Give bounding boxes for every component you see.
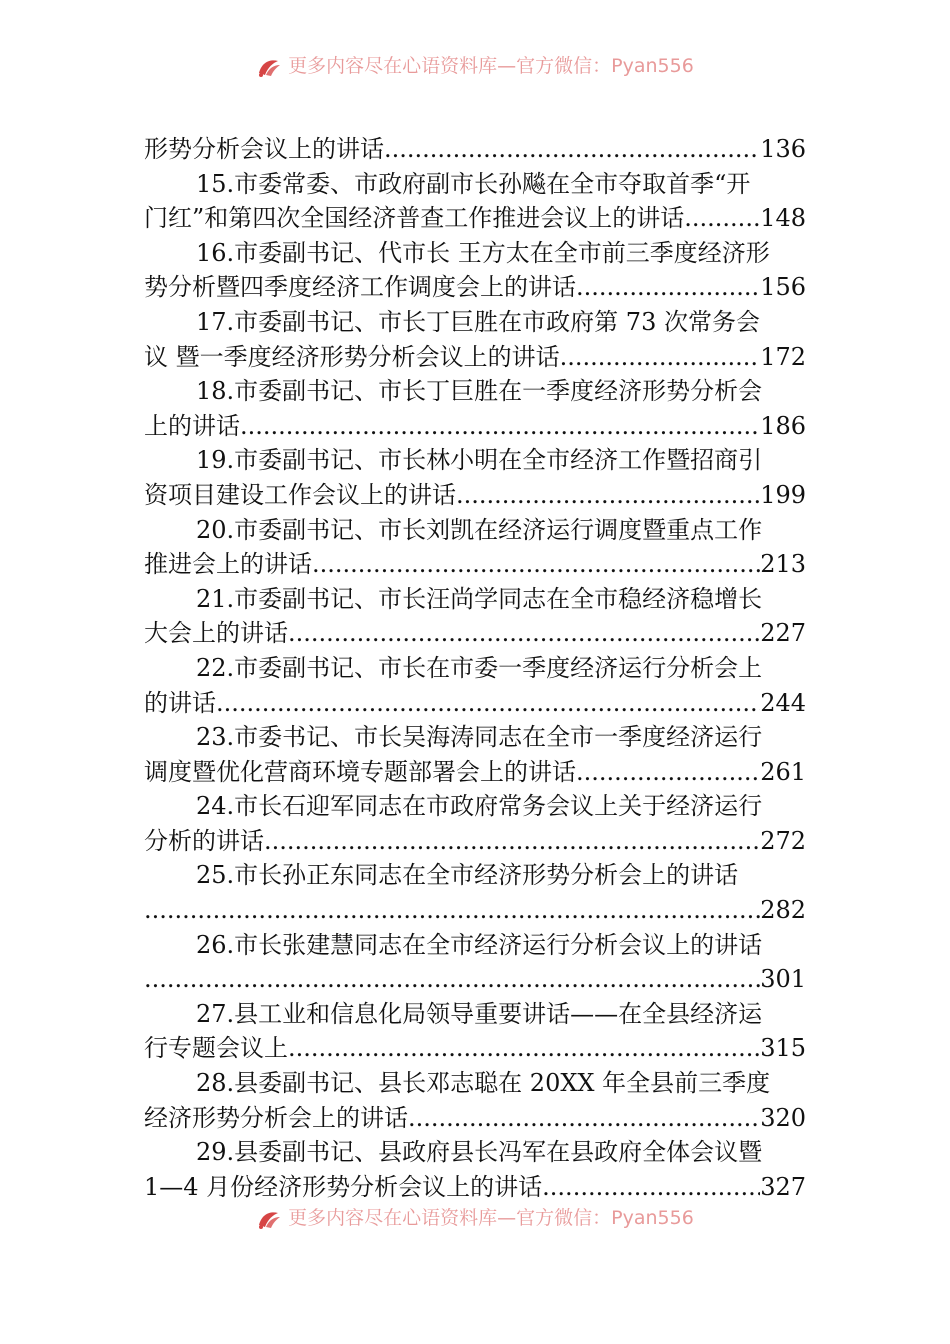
toc-entry[interactable]: [144, 305, 806, 374]
toc-entry-title: 推进会上的讲话: [144, 550, 312, 579]
dot-leader: [542, 1170, 760, 1205]
toc-entry[interactable]: [144, 651, 806, 720]
toc-entry-line: [144, 824, 806, 859]
toc-page-number: 156: [760, 273, 806, 302]
toc-entry-title: 势分析暨四季度经济工作调度会上的讲话: [144, 273, 576, 302]
toc-entry[interactable]: [144, 132, 806, 167]
dot-leader: [216, 686, 760, 721]
toc-entry[interactable]: [144, 582, 806, 651]
toc-entry[interactable]: [144, 720, 806, 789]
toc-entry-line: [144, 1066, 806, 1101]
toc-entry[interactable]: [144, 789, 806, 858]
toc-entry-line: [144, 270, 806, 305]
toc-entry-title: 门红”和第四次全国经济普查工作推进会议上的讲话: [144, 204, 685, 233]
dot-leader: [384, 132, 760, 167]
toc-entry-line: [144, 443, 806, 478]
dot-leader: [240, 409, 760, 444]
toc-entry-line: [144, 132, 806, 167]
toc-entry-title: 经济形势分析会上的讲话: [144, 1103, 408, 1132]
dot-leader: [576, 755, 760, 790]
toc-entry-title: 议 暨一季度经济形势分析会议上的讲话: [144, 342, 560, 371]
toc-entry-title: 调度暨优化营商环境专题部署会上的讲话: [144, 757, 576, 786]
toc-entry[interactable]: [144, 443, 806, 512]
toc-entry[interactable]: [144, 858, 806, 927]
toc-entry-line: [144, 201, 806, 236]
toc-entry[interactable]: [144, 167, 806, 236]
watermark-text: 更多内容尽在心语资料库—官方微信：Pyan556: [288, 54, 694, 77]
logo-icon: [256, 1208, 282, 1230]
dot-leader: [144, 962, 760, 997]
toc-page-number: 320: [760, 1103, 806, 1132]
toc-entry-line: [144, 858, 806, 893]
toc-entry-title: 18.市委副书记、市长丁巨胜在一季度经济形势分析会: [196, 377, 763, 406]
logo-icon: [256, 56, 282, 78]
toc-entry[interactable]: [144, 997, 806, 1066]
toc-entry-line: [144, 686, 806, 721]
toc-page-number: 172: [760, 342, 806, 371]
toc-page-number: 327: [760, 1172, 806, 1201]
toc-entry-title: 25.市长孙正东同志在全市经济形势分析会上的讲话: [196, 861, 739, 890]
toc-page-number: 315: [760, 1034, 806, 1063]
toc-entry-line: [144, 1170, 806, 1205]
toc-entry-line: [144, 374, 806, 409]
toc-page-number: 227: [760, 619, 806, 648]
dot-leader: [312, 547, 760, 582]
dot-leader: [560, 340, 761, 375]
toc-entry-title: 24.市长石迎军同志在市政府常务会议上关于经济运行: [196, 792, 763, 821]
toc-entry-line: [144, 997, 806, 1032]
toc-entry[interactable]: [144, 236, 806, 305]
toc-entry-line: [144, 893, 806, 928]
toc-page-number: 272: [760, 826, 806, 855]
toc-entry-title: 形势分析会议上的讲话: [144, 135, 384, 163]
toc-entry[interactable]: [144, 374, 806, 443]
toc-entry-title: 27.县工业和信息化局领导重要讲话——在全县经济运: [196, 999, 763, 1028]
dot-leader: [576, 270, 760, 305]
toc-page-number: 199: [760, 480, 806, 509]
toc-entry-line: [144, 340, 806, 375]
toc-entry-title: 28.县委副书记、县长邓志聪在 20XX 年全县前三季度: [196, 1069, 771, 1098]
toc-entry-title: 29.县委副书记、县政府县长冯军在县政府全体会议暨: [196, 1138, 763, 1167]
toc-entry-line: [144, 928, 806, 963]
toc-entry-title: 23.市委书记、市长吴海涛同志在全市一季度经济运行: [196, 723, 763, 752]
toc-page-number: 213: [760, 550, 806, 579]
toc-entry-title: 22.市委副书记、市长在市委一季度经济运行分析会上: [196, 653, 763, 682]
toc-page-number: 186: [760, 411, 806, 440]
watermark-header: [0, 54, 950, 86]
toc-entry-title: 19.市委副书记、市长林小明在全市经济工作暨招商引: [196, 446, 763, 475]
toc-entry-line: [144, 1135, 806, 1170]
toc-entry-title: 行专题会议上: [144, 1034, 288, 1063]
toc-entry-line: [144, 513, 806, 548]
toc-entry-title: 上的讲话: [144, 411, 240, 440]
toc-page-number: 261: [760, 757, 806, 786]
toc-entry-line: [144, 616, 806, 651]
dot-leader: [288, 616, 760, 651]
toc-page-number: 148: [760, 204, 806, 233]
toc-entry-line: [144, 1031, 806, 1066]
toc-entry-line: [144, 651, 806, 686]
toc-entry-title: 20.市委副书记、市长刘凯在经济运行调度暨重点工作: [196, 515, 763, 544]
dot-leader: [456, 478, 760, 513]
toc-entry-title: 16.市委副书记、代市长 王方太在全市前三季度经济形: [196, 238, 770, 267]
toc-entry-line: [144, 409, 806, 444]
toc-entry-line: [144, 305, 806, 340]
toc-entry-title: 1—4 月份经济形势分析会议上的讲话: [144, 1172, 543, 1201]
toc-page-number: 282: [760, 896, 806, 925]
toc-entry-line: [144, 755, 806, 790]
toc-entry-line: [144, 547, 806, 582]
toc-entry-line: [144, 720, 806, 755]
toc-entry-title: 资项目建设工作会议上的讲话: [144, 480, 456, 509]
toc-entry-title: 分析的讲话: [144, 826, 264, 855]
watermark-text: 更多内容尽在心语资料库—官方微信：Pyan556: [288, 1206, 694, 1229]
dot-leader: [684, 201, 760, 236]
toc-entry[interactable]: [144, 513, 806, 582]
toc-entry[interactable]: [144, 928, 806, 997]
table-of-contents: [144, 132, 806, 1204]
dot-leader: [264, 824, 760, 859]
toc-entry[interactable]: [144, 1135, 806, 1204]
toc-entry-line: [144, 962, 806, 997]
toc-page-number: 136: [760, 135, 806, 163]
toc-entry-line: [144, 478, 806, 513]
dot-leader: [144, 893, 760, 928]
toc-entry-title: 的讲话: [144, 688, 216, 717]
toc-page-number: 244: [760, 688, 806, 717]
toc-entry-line: [144, 167, 806, 202]
toc-entry-title: 26.市长张建慧同志在全市经济运行分析会议上的讲话: [196, 930, 763, 959]
dot-leader: [408, 1101, 760, 1136]
toc-entry-title: 17.市委副书记、市长丁巨胜在市政府第 73 次常务会: [196, 307, 760, 336]
watermark-footer: [0, 1206, 950, 1238]
toc-entry-line: [144, 582, 806, 617]
toc-page-number: 301: [760, 965, 806, 994]
toc-entry-title: 大会上的讲话: [144, 619, 288, 648]
toc-entry-line: [144, 1101, 806, 1136]
dot-leader: [288, 1031, 760, 1066]
toc-entry-title: 21.市委副书记、市长汪尚学同志在全市稳经济稳增长: [196, 584, 763, 613]
toc-entry-line: [144, 236, 806, 271]
toc-entry[interactable]: [144, 1066, 806, 1135]
toc-entry-title: 15.市委常委、市政府副市长孙飚在全市夺取首季“开: [196, 169, 751, 198]
toc-entry-line: [144, 789, 806, 824]
